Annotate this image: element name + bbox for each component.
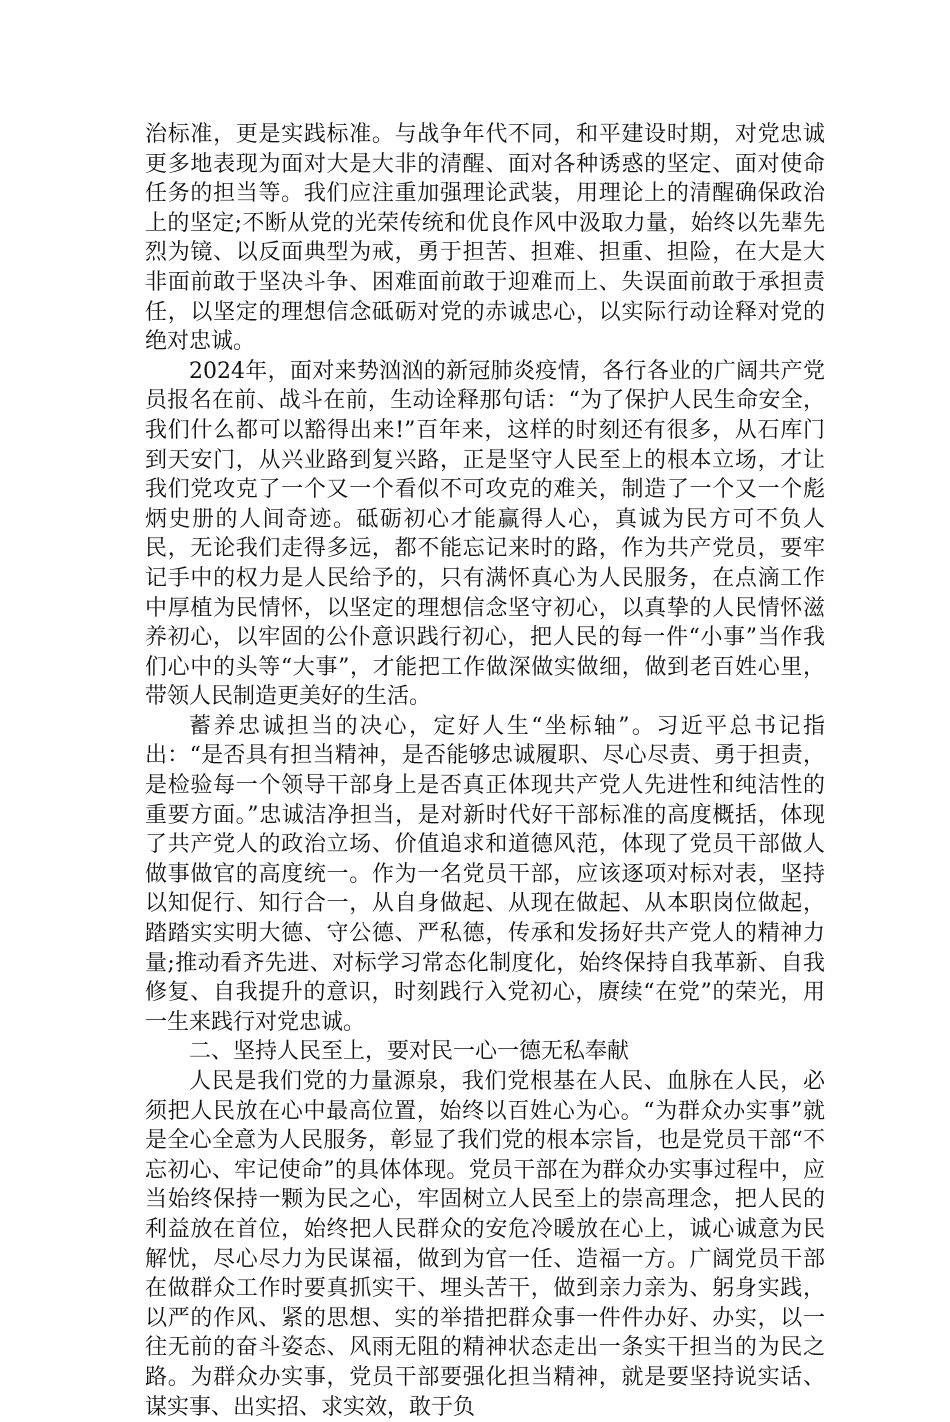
body-paragraph-1: 治标准，更是实践标准。与战争年代不同，和平建设时期，对党忠诚更多地表现为面对大是大非的清醒、面对各种诱惑的坚定、面对使命任务的担当等。我们应注重加强理论武装，用理论上的清醒确保政治上的坚定;不断从党的光荣传统和优良作风中汲取力量，始终以先辈先烈为镜、以反面典型为戒，勇于担苦、担难、担重、担险，在大是大非面前敢于坚决斗争、困难面前敢于迎难而上、失误面前敢于承担责任，以坚定的理想信念砥砺对党的赤诚忠心，以实际行动诠释对党的绝对忠诚。 bbox=[145, 122, 825, 355]
section-heading: 二、坚持人民至上，要对民一心一德无私奉献 bbox=[189, 1039, 630, 1065]
document-page bbox=[145, 120, 825, 1422]
body-paragraph-4: 人民是我们党的力量源泉，我们党根基在人民、血脉在人民，必须把人民放在心中最高位置，始终以百姓心为心。“为群众办实事”就是全心全意为人民服务，彰显了我们党的根本宗旨，也是党员干部“不忘初心、牢记使命”的具体体现。党员干部在为群众办实事过程中，应当始终保持一颗为民之心，牢固树立人民至上的崇高理念，把人民的利益放在首位，始终把人民群众的安危冷暖放在心上，诚心诚意为民解忧，尽心尽力为民谋福，做到为官一任、造福一方。广阔党员干部在做群众工作时要真抓实干、埋头苦干，做到亲力亲为、躬身实践，以严的作风、紧的思想、实的举措把群众事一件件办好、办实，以一往无前的奋斗姿态、风雨无阻的精神状态走出一条实干担当的为民之路。为群众办实事，党员干部要强化担当精神，就是要坚持说实话、谋实事、出实招、求实效，敢于负 bbox=[145, 1069, 825, 1420]
body-paragraph-3: 蓄养忠诚担当的决心，定好人生“坐标轴”。习近平总书记指出：“是否具有担当精神，是否能够忠诚履职、尽心尽责、勇于担责，是检验每一个领导干部身上是否真正体现共产党人先进性和纯洁性的重要方面。”忠诚洁净担当，是对新时代好干部标准的高度概括，体现了共产党人的政治立场、价值追求和道德风范，体现了党员干部做人做事做官的高度统一。作为一名党员干部，应该逐项对标对表，坚持以知促行、知行合一，从自身做起、从现在做起、从本职岗位做起，踏踏实实明大德、守公德、严私德，传承和发扬好共产党人的精神力量;推动看齐先进、对标学习常态化制度化，始终保持自我革新、自我修复、自我提升的意识，时刻践行入党初心，赓续“在党”的荣光，用一生来践行对党忠诚。 bbox=[145, 713, 825, 1035]
body-paragraph-2: 2024年，面对来势汹汹的新冠肺炎疫情，各行各业的广阔共产党员报名在前、战斗在前，生动诠释那句话：“为了保护人民生命安全，我们什么都可以豁得出来!”百年来，这样的时刻还有很多，从石库门到天安门，从兴业路到复兴路，正是坚守人民至上的根本立场，才让我们党攻克了一个又一个看似不可攻克的难关，制造了一个又一个彪炳史册的人间奇迹。砥砺初心才能赢得人心，真诚为民方可不负人民，无论我们走得多远，都不能忘记来时的路，作为共产党员，要牢记手中的权力是人民给予的，只有满怀真心为人民服务，在点滴工作中厚植为民情怀，以坚定的理想信念坚守初心，以真挚的人民情怀滋养初心，以牢固的公仆意识践行初心，把人民的每一件“小事”当作我们心中的头等“大事”，才能把工作做深做实做细，做到老百姓心里，带领人民制造更美好的生活。 bbox=[145, 358, 825, 710]
